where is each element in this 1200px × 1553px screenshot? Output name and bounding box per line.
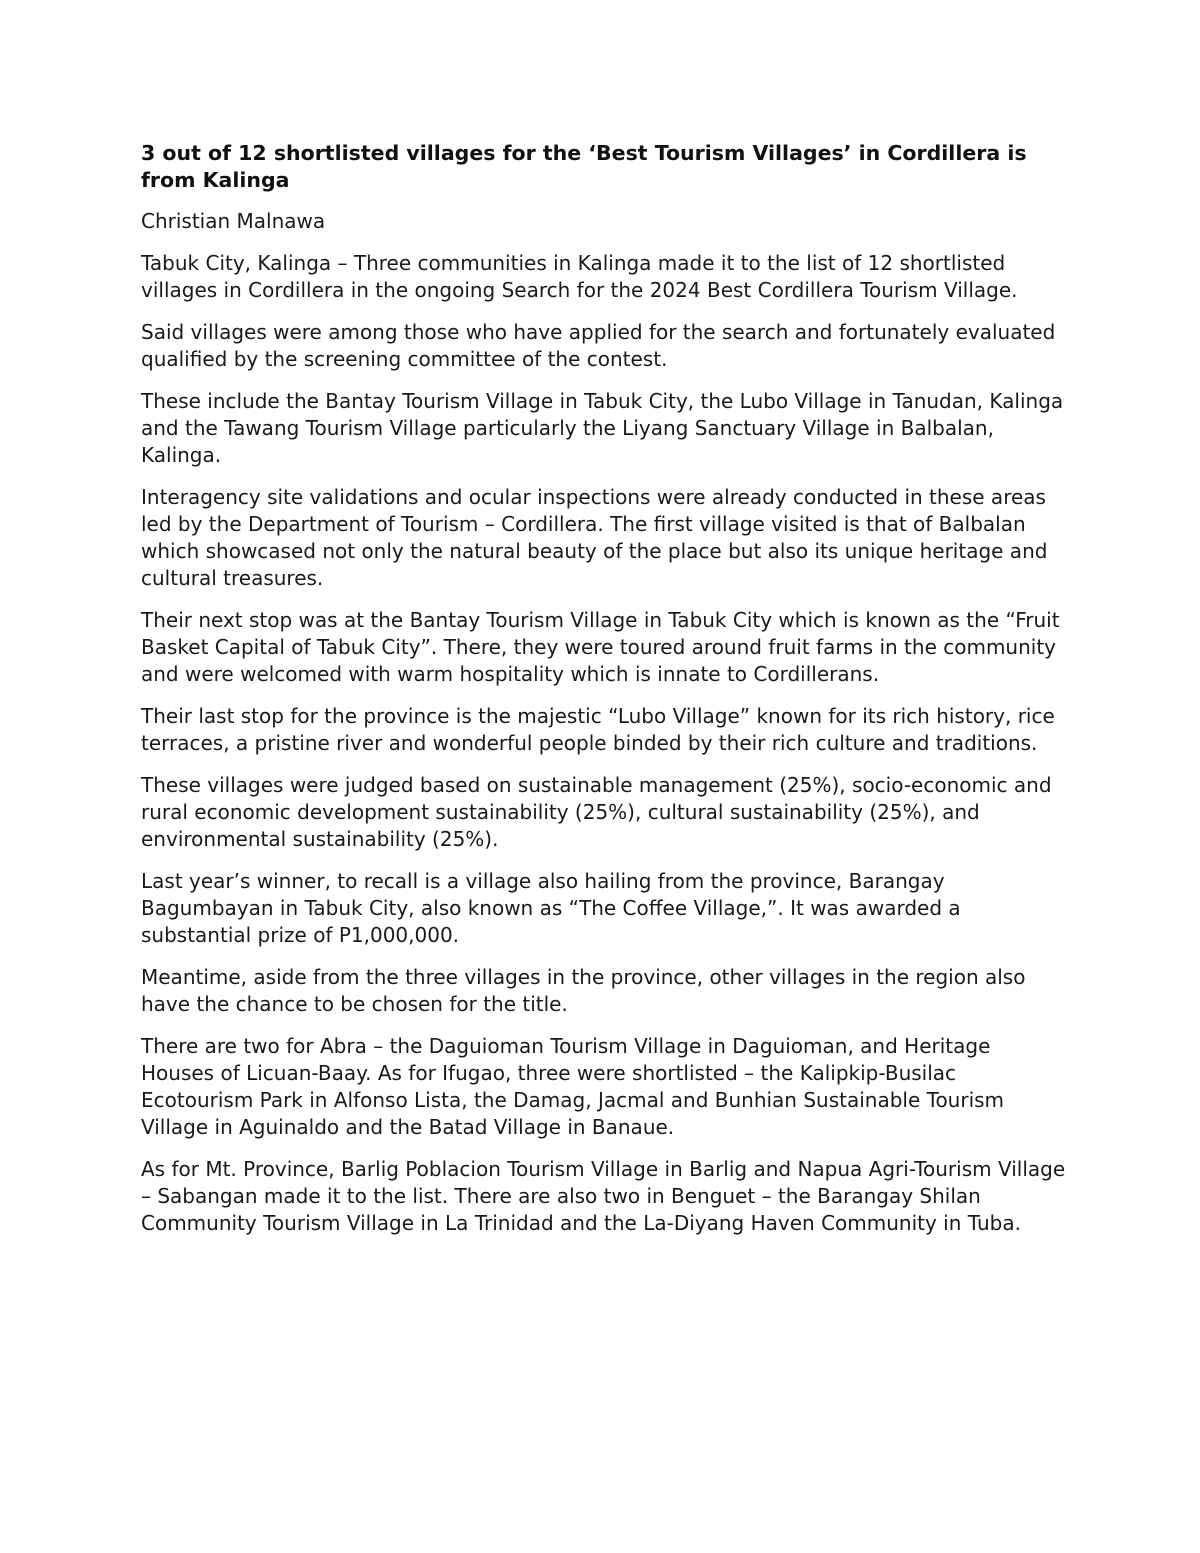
article-body [141,140,1066,1252]
article-author: Christian Malnawa [141,209,326,233]
paragraph-9: Meantime, aside from the three villages in the province, other villages in the region also have the chance to be chosen for the title. [141,965,1026,1016]
paragraph-7: These villages were judged based on sustainable management (25%), socio-economic and rural economic development sustainability (25%), cultural sustainability (25%), and environmental sustainability (25%). [141,773,1052,851]
paragraph-6: Their last stop for the province is the majestic “Lubo Village” known for its rich history, rice terraces, a pristine river and wonderful people binded by their rich culture and traditions. [141,704,1055,755]
paragraph-5: Their next stop was at the Bantay Tourism Village in Tabuk City which is known as the “Fruit Basket Capital of Tabuk City”. There, they were toured around fruit farms in the community and were welcomed with warm hospitality which is innate to Cordillerans. [141,608,1060,686]
paragraph-2: Said villages were among those who have applied for the search and fortunately evaluated qualified by the screening committee of the contest. [141,320,1056,371]
paragraph-11: As for Mt. Province, Barlig Poblacion Tourism Village in Barlig and Napua Agri-Tourism Village – Sabangan made it to the list. There are also two in Benguet – the Barangay Shilan Community Tourism Village in La Trinidad and the La-Diyang Haven Community in Tuba. [141,1157,1066,1235]
paragraph-10: There are two for Abra – the Daguioman Tourism Village in Daguioman, and Heritage Houses of Licuan-Baay. As for Ifugao, three were shortlisted – the Kalipkip-Busilac Ecotourism Park in Alfonso Lista, the Damag, Jacmal and Bunhian Sustainable Tourism Village in Aguinaldo and the Batad Village in Banaue. [141,1034,1005,1139]
paragraph-8: Last year’s winner, to recall is a village also hailing from the province, Barangay Bagumbayan in Tabuk City, also known as “The Coffee Village,”. It was awarded a substantial prize of P1,000,000. [141,869,961,947]
paragraph-4: Interagency site validations and ocular inspections were already conducted in these areas led by the Department of Tourism – Cordillera. The first village visited is that of Balbalan which showcased not only the natural beauty of the place but also its unique heritage and cultural treasures. [141,485,1048,590]
paragraph-3: These include the Bantay Tourism Village in Tabuk City, the Lubo Village in Tanudan, Kalinga and the Tawang Tourism Village particularly the Liyang Sanctuary Village in Balbalan, Kalinga. [141,389,1064,467]
paragraph-1: Tabuk City, Kalinga – Three communities in Kalinga made it to the list of 12 shortlisted villages in Cordillera in the ongoing Search for the 2024 Best Cordillera Tourism Village. [141,251,1018,302]
article-title: 3 out of 12 shortlisted villages for the ‘Best Tourism Villages’ in Cordillera is from Kalinga [141,141,1027,192]
